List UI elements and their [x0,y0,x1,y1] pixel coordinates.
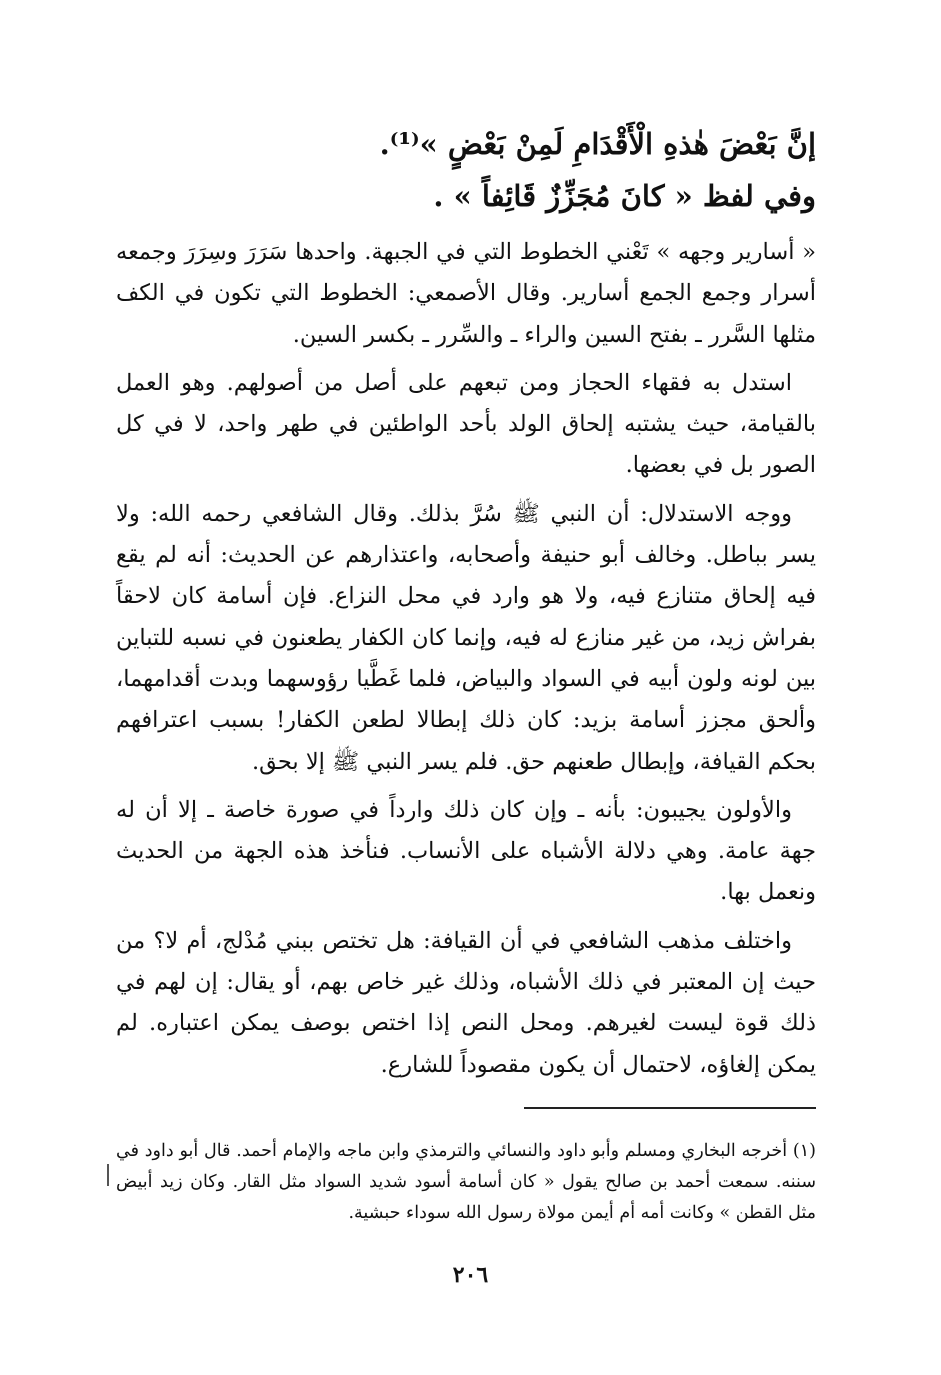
paragraph-shafii-school: واختلف مذهب الشافعي في أن القيافة: هل تختص ببني مُدْلج، أم لا؟ من حيث إن المعتبر في ذلك الأشباه، وذلك غير خاص بهم، أو يقال: إن لهم في ذلك قوة ليست لغيرهم. ومحل النص إذا اختص بوصف يمكن اعتباره. لم يمكن إلغاؤه، لاحتمال أن يكون مقصوداً للشارع. [116,927,816,1078]
margin-mark [107,1164,109,1186]
quote-line-2: وفي لفظ « كانَ مُجَزِّزٌ قَائِفاً » . [433,179,816,213]
body-text [116,232,816,1093]
page-number: ٢٠٦ [452,1262,489,1288]
quote-line-1: إنَّ بَعْضَ هٰذهِ الْأَقْدَامِ لَمِنْ بَعْضٍ »⁽¹⁾. [379,127,816,161]
hadith-quote [116,118,816,222]
footnote-divider [524,1107,816,1109]
paragraph-definition: « أسارير وجهه » تَعْني الخطوط التي في الجبهة. واحدها سَرَرَ وسِرَرَ وجمعه أسرار وجمع الجمع أسارير. وقال الأصمعي: الخطوط التي تكون في الكف مثلها السَّرر ـ بفتح السين والراء ـ والسِّرر ـ بكسر السين. [116,239,816,348]
paragraph-evidence: استدل به فقهاء الحجاز ومن تبعهم على أصل من أصولهم. وهو العمل بالقيامة، حيث يشتبه إلحاق الولد بأحد الواطئين في طهر واحد، لا في كل الصور بل في بعضها. [116,369,816,479]
paragraph-reasoning: ووجه الاستدلال: أن النبي ﷺ سُرَّ بذلك. وقال الشافعي رحمه الله: ولا يسر بباطل. وخالف أبو حنيفة وأصحابه، واعتذارهم عن الحديث: أنه لم يقع فيه إلحاق متنازع فيه، ولا هو وارد في محل النزاع. فإن أسامة كان لاحقاً بفراش زيد، من غير منازع له فيه، وإنما كان الكفار يطعنون في نسبه للتباين بين لونه ولون أبيه في السواد والبياض، فلما غَطَّيا رؤوسهما وبدت أقدامهما، وألحق مجزز أسامة بزيد: كان ذلك إبطالا لطعن الكفار! بسبب اعترافهم بحكم القيافة، وإبطال طعنهم حق. فلم يسر النبي ﷺ إلا بحق. [116,500,816,775]
footnote: (١) أخرجه البخاري ومسلم وأبو داود والنسائي والترمذي وابن ماجه والإمام أحمد. قال أبو داود في سننه. سمعت أحمد بن صالح يقول « كان أسامة أسود شديد السواد مثل القار. وكان زيد أبيض مثل القطن » وكانت أمه أم أيمن مولاة رسول الله سوداء حبشية. [116,1141,816,1223]
paragraph-response: والأولون يجيبون: بأنه ـ وإن كان ذلك وارداً في صورة خاصة ـ إلا أن له جهة عامة. وهي دلالة الأشباه على الأنساب. فنأخذ هذه الجهة من الحديث ونعمل بها. [116,796,816,906]
